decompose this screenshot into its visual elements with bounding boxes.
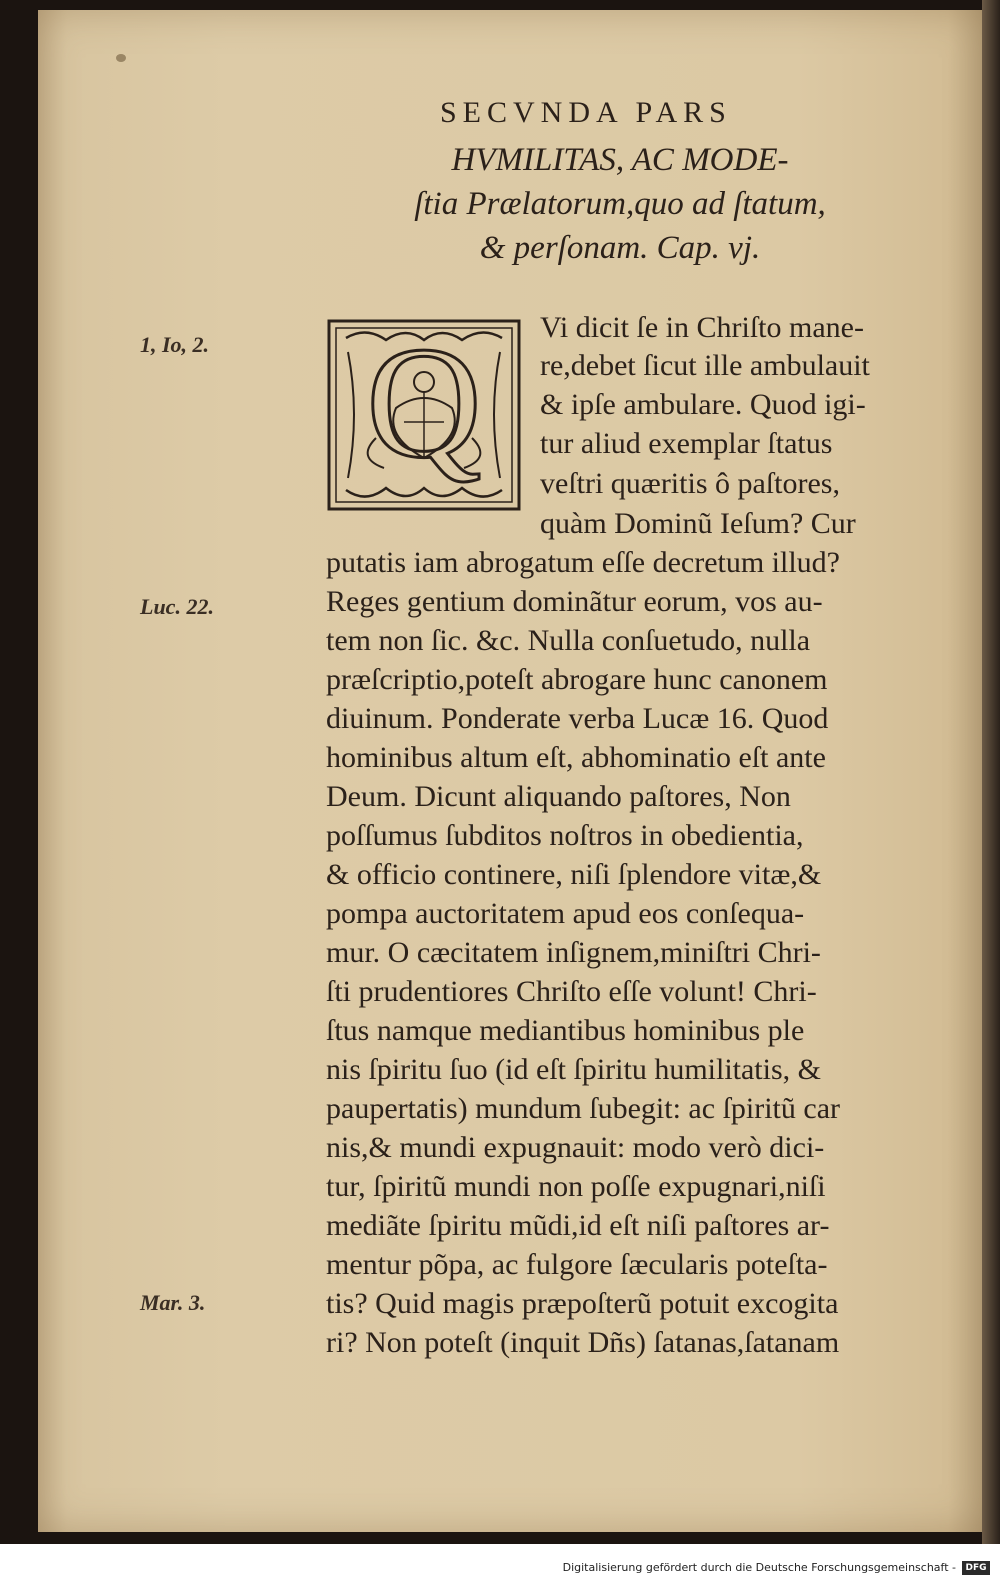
decorated-initial — [326, 318, 522, 512]
text-line-12: hominibus altum eſt, abhominatio eſt ante — [326, 741, 826, 774]
text-line-22: nis,& mundi expugnauit: modo verò dici- — [326, 1131, 825, 1164]
text-line-3: & ipſe ambulare. Quod igi- — [540, 388, 866, 421]
footer-credit: Digitalisierung gefördert durch die Deutsche Forschungsgemeinschaft - — [562, 1561, 956, 1574]
text-line-18: ſti prudentiores Chriſto eſſe volunt! Chri- — [326, 975, 817, 1008]
text-line-9: tem non ſic. &c. Nulla conſuetudo, nulla — [326, 624, 811, 657]
text-line-2: re,debet ſicut ille ambulauit — [540, 349, 870, 382]
text-line-8: Reges gentium dominãtur eorum, vos au- — [326, 585, 823, 618]
text-line-19: ſtus namque mediantibus hominibus ple — [326, 1014, 805, 1047]
chapter-title-line-3: & perſonam. Cap. vj. — [479, 230, 761, 266]
text-line-17: mur. O cæcitatem inſignem,miniſtri Chri- — [326, 936, 821, 969]
text-line-13: Deum. Dicunt aliquando paſtores, Non — [326, 780, 791, 813]
text-line-15: & officio continere, niſi ſplendore vitæ,& — [326, 858, 822, 891]
dfg-logo-icon: DFG — [962, 1561, 990, 1575]
margin-note-2: Luc. 22. — [140, 594, 214, 619]
svg-text:Q: Q — [366, 318, 482, 491]
text-line-14: poſſumus ſubditos noſtros in obedientia, — [326, 819, 804, 852]
text-line-6: quàm Dominũ Ieſum? Cur — [540, 507, 856, 540]
text-line-27: ri? Non poteſt (inquit Dñs) ſatanas,ſatanam — [326, 1326, 840, 1359]
chapter-title — [315, 138, 925, 270]
margin-note-1: 1, Io, 2. — [140, 332, 210, 357]
text-line-26: tis? Quid magis præpoſterũ potuit excogita — [326, 1287, 839, 1320]
text-line-21: paupertatis) mundum ſubegit: ac ſpiritũ car — [326, 1092, 841, 1125]
text-line-16: pompa auctoritatem apud eos conſequa- — [326, 897, 805, 930]
text-line-10: præſcriptio,poteſt abrogare hunc canonem — [326, 663, 828, 696]
text-line-7: putatis iam abrogatum eſſe decretum illud? — [326, 546, 840, 579]
margin-note-3: Mar. 3. — [140, 1290, 206, 1315]
text-line-11: diuinum. Ponderate verba Lucæ 16. Quod — [326, 702, 829, 735]
chapter-title-line-2: ſtia Prælatorum,quo ad ſtatum, — [414, 186, 826, 222]
text-line-1: Vi dicit ſe in Chriſto mane- — [540, 311, 864, 344]
text-line-20: nis ſpiritu ſuo (id eſt ſpiritu humilitatis, & — [326, 1053, 821, 1086]
text-line-25: mentur põpa, ac fulgore ſæcularis poteſta- — [326, 1248, 828, 1281]
text-line-4: tur aliud exemplar ſtatus — [540, 427, 833, 460]
chapter-title-line-1: HVMILITAS, AC MODE- — [451, 142, 789, 178]
text-line-5: veſtri quæritis ô paſtores, — [540, 467, 840, 500]
text-line-23: tur, ſpiritũ mundi non poſſe expugnari,niſi — [326, 1170, 826, 1203]
text-line-24: mediãte ſpiritu mũdi,id eſt niſi paſtores ar- — [326, 1209, 830, 1242]
footer-bar — [0, 1544, 1000, 1580]
ink-stain — [116, 54, 126, 62]
ornament-icon — [326, 318, 522, 512]
running-head: SECVNDA PARS — [440, 96, 732, 129]
book-edge — [982, 0, 1000, 1580]
